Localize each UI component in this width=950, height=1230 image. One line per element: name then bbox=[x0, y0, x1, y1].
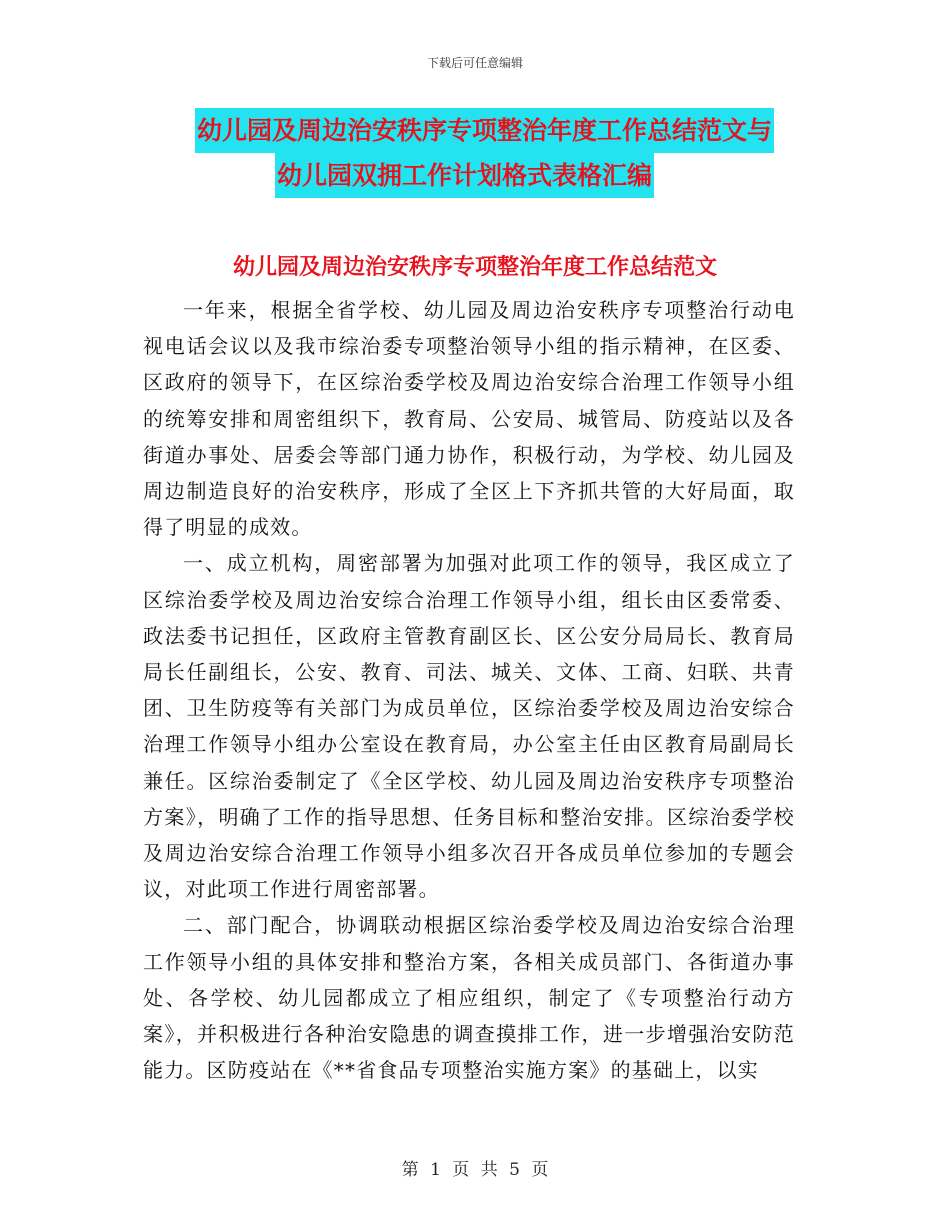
body-text bbox=[143, 292, 795, 1088]
section-title: 幼儿园及周边治安秩序专项整治年度工作总结范文 bbox=[232, 255, 717, 280]
paragraph: 一、成立机构，周密部署为加强对此项工作的领导，我区成立了区综治委学校及周边治安综合治理工作领导小组，组长由区委常委、政法委书记担任，区政府主管教育副区长、区公安分局局长、教育局局长任副组长，公安、教育、司法、城关、文体、工商、妇联、共青团、卫生防疫等有关部门为成员单位，区综治委学校及周边治安综合治理工作领导小组办公室设在教育局，办公室主任由区教育局副局长兼任。区综治委制定了《全区学校、幼儿园及周边治安秩序专项整治方案》，明确了工作的指导思想、任务目标和整治安排。区综治委学校及周边治安综合治理工作领导小组多次召开各成员单位参加的专题会议，对此项工作进行周密部署。 bbox=[143, 551, 795, 902]
paragraph: 二、部门配合，协调联动根据区综治委学校及周边治安综合治理工作领导小组的具体安排和整治方案，各相关成员部门、各街道办事处、各学校、幼儿园都成立了相应组织，制定了《专项整治行动方案》，并积极进行各种治安隐患的调查摸排工作，进一步增强治安防范能力。区防疫站在《**省食品专项整治实施方案》的基础上，以实 bbox=[143, 913, 795, 1083]
title-line-1: 幼儿园及周边治安秩序专项整治年度工作总结范文与 bbox=[195, 108, 774, 153]
title-line-2: 幼儿园双拥工作计划格式表格汇编 bbox=[275, 153, 654, 198]
paragraph: 一年来，根据全省学校、幼儿园及周边治安秩序专项整治行动电视电话会议以及我市综治委专项整治领导小组的指示精神，在区委、区政府的领导下，在区综治委学校及周边治安综合治理工作领导小组的统筹安排和周密组织下，教育局、公安局、城管局、防疫站以及各街道办事处、居委会等部门通力协作，积极行动，为学校、幼儿园及周边制造良好的治安秩序，形成了全区上下齐抓共管的大好局面，取得了明显的成效。 bbox=[143, 298, 795, 540]
header-note: 下载后可任意编辑 bbox=[426, 56, 523, 70]
page-footer: 第 1 页 共 5 页 bbox=[401, 1160, 549, 1180]
document-title bbox=[195, 108, 815, 198]
